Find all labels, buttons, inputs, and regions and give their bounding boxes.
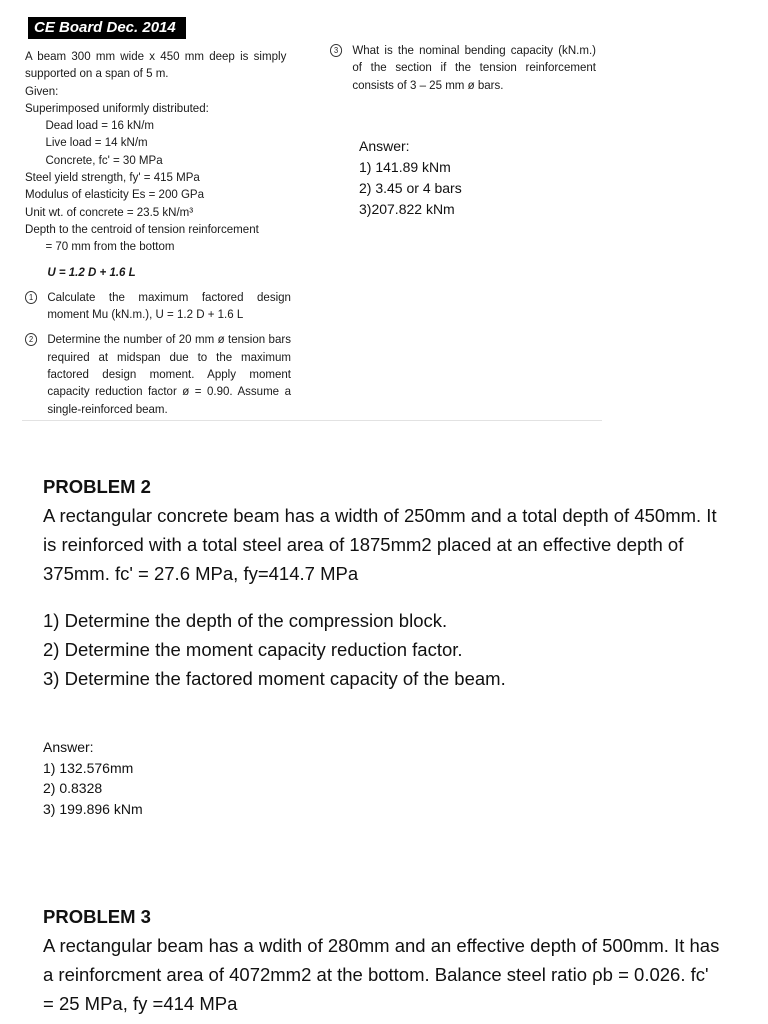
depth-centroid-line1: Depth to the centroid of tension reinforcement bbox=[25, 221, 259, 236]
live-load: Live load = 14 kN/m bbox=[45, 135, 148, 150]
modulus-of-elasticity: Modulus of elasticity Es = 200 GPa bbox=[25, 187, 205, 202]
task-item: 2) Determine the moment capacity reduction factor. bbox=[43, 639, 463, 660]
exam-question-text: Determine the number of 20 mm ø tension bars required at midspan due to the maximum factored design moment. Apply moment capacity reduction factor ø = 0.90. Assume a single-reinforced beam. bbox=[47, 332, 291, 416]
problem-title: PROBLEM 2 bbox=[43, 476, 151, 497]
problem-2 bbox=[43, 472, 723, 693]
concrete-strength: Concrete, fc' = 30 MPa bbox=[45, 152, 163, 167]
answer-item: 1) 141.89 kNm bbox=[359, 159, 451, 175]
circled-number-3: 3 bbox=[330, 44, 342, 57]
answer-item: 3)207.822 kNm bbox=[359, 201, 455, 217]
exam-question-text: Calculate the maximum factored design moment Mu (kN.m.), U = 1.2 D + 1.6 L bbox=[47, 289, 291, 322]
task-item: 3) Determine the factored moment capacity of the beam. bbox=[43, 668, 506, 689]
problem-statement: A rectangular concrete beam has a width of 250mm and a total depth of 450mm. It is reinforced with a total steel area of 1875mm2 placed at an effective depth of 375mm. fc' = 27.6 MPa, fy=414.7 MPa bbox=[43, 505, 717, 584]
answer-item: 1) 132.576mm bbox=[43, 759, 134, 776]
answer-item: 2) 3.45 or 4 bars bbox=[359, 180, 462, 196]
answer-label: Answer: bbox=[43, 739, 94, 755]
problem-title: PROBLEM 3 bbox=[43, 906, 151, 927]
load-combination: U = 1.2 D + 1.6 L bbox=[47, 264, 136, 279]
circled-number-1: 1 bbox=[25, 291, 37, 304]
dead-load: Dead load = 16 kN/m bbox=[45, 118, 155, 133]
task-list bbox=[43, 606, 723, 693]
exam-source-badge: CE Board Dec. 2014 bbox=[28, 17, 186, 39]
given-label: Given: bbox=[25, 83, 59, 98]
problem2-answer-block bbox=[43, 737, 143, 819]
answer-label: Answer: bbox=[359, 138, 410, 154]
problem-3 bbox=[43, 902, 723, 1018]
exam-right-column bbox=[330, 42, 596, 94]
beam-description: A beam 300 mm wide x 450 mm deep is simply supported on a span of 5 m. bbox=[25, 49, 287, 81]
answer-item: 3) 199.896 kNm bbox=[43, 800, 143, 817]
exam-question-1 bbox=[25, 289, 291, 324]
superimposed-label: Superimposed uniformly distributed: bbox=[25, 100, 209, 115]
depth-centroid-line2: = 70 mm from the bottom bbox=[45, 239, 175, 254]
problem-statement: A rectangular beam has a wdith of 280mm and an effective depth of 500mm. It has a reinforcment area of 4072mm2 at the bottom. Balance steel ratio ρb = 0.026. fc' = 25 MPa, fy =414 MPa bbox=[43, 935, 720, 1014]
problem1-answer-block bbox=[359, 136, 462, 220]
steel-yield-strength: Steel yield strength, fy' = 415 MPa bbox=[25, 170, 200, 185]
answer-item: 2) 0.8328 bbox=[43, 780, 103, 796]
exam-question-2 bbox=[25, 331, 291, 417]
circled-number-2: 2 bbox=[25, 333, 37, 346]
exam-question-3 bbox=[330, 42, 596, 94]
task-item: 1) Determine the depth of the compression block. bbox=[43, 610, 448, 631]
exam-question-text: What is the nominal bending capacity (kN.m.) of the section if the tension reinforcement consists of 3 – 25 mm ø bars. bbox=[352, 43, 596, 92]
unit-weight-concrete: Unit wt. of concrete = 23.5 kN/m³ bbox=[25, 204, 194, 219]
given-conditions bbox=[25, 48, 291, 418]
exam-excerpt-image bbox=[22, 14, 602, 421]
